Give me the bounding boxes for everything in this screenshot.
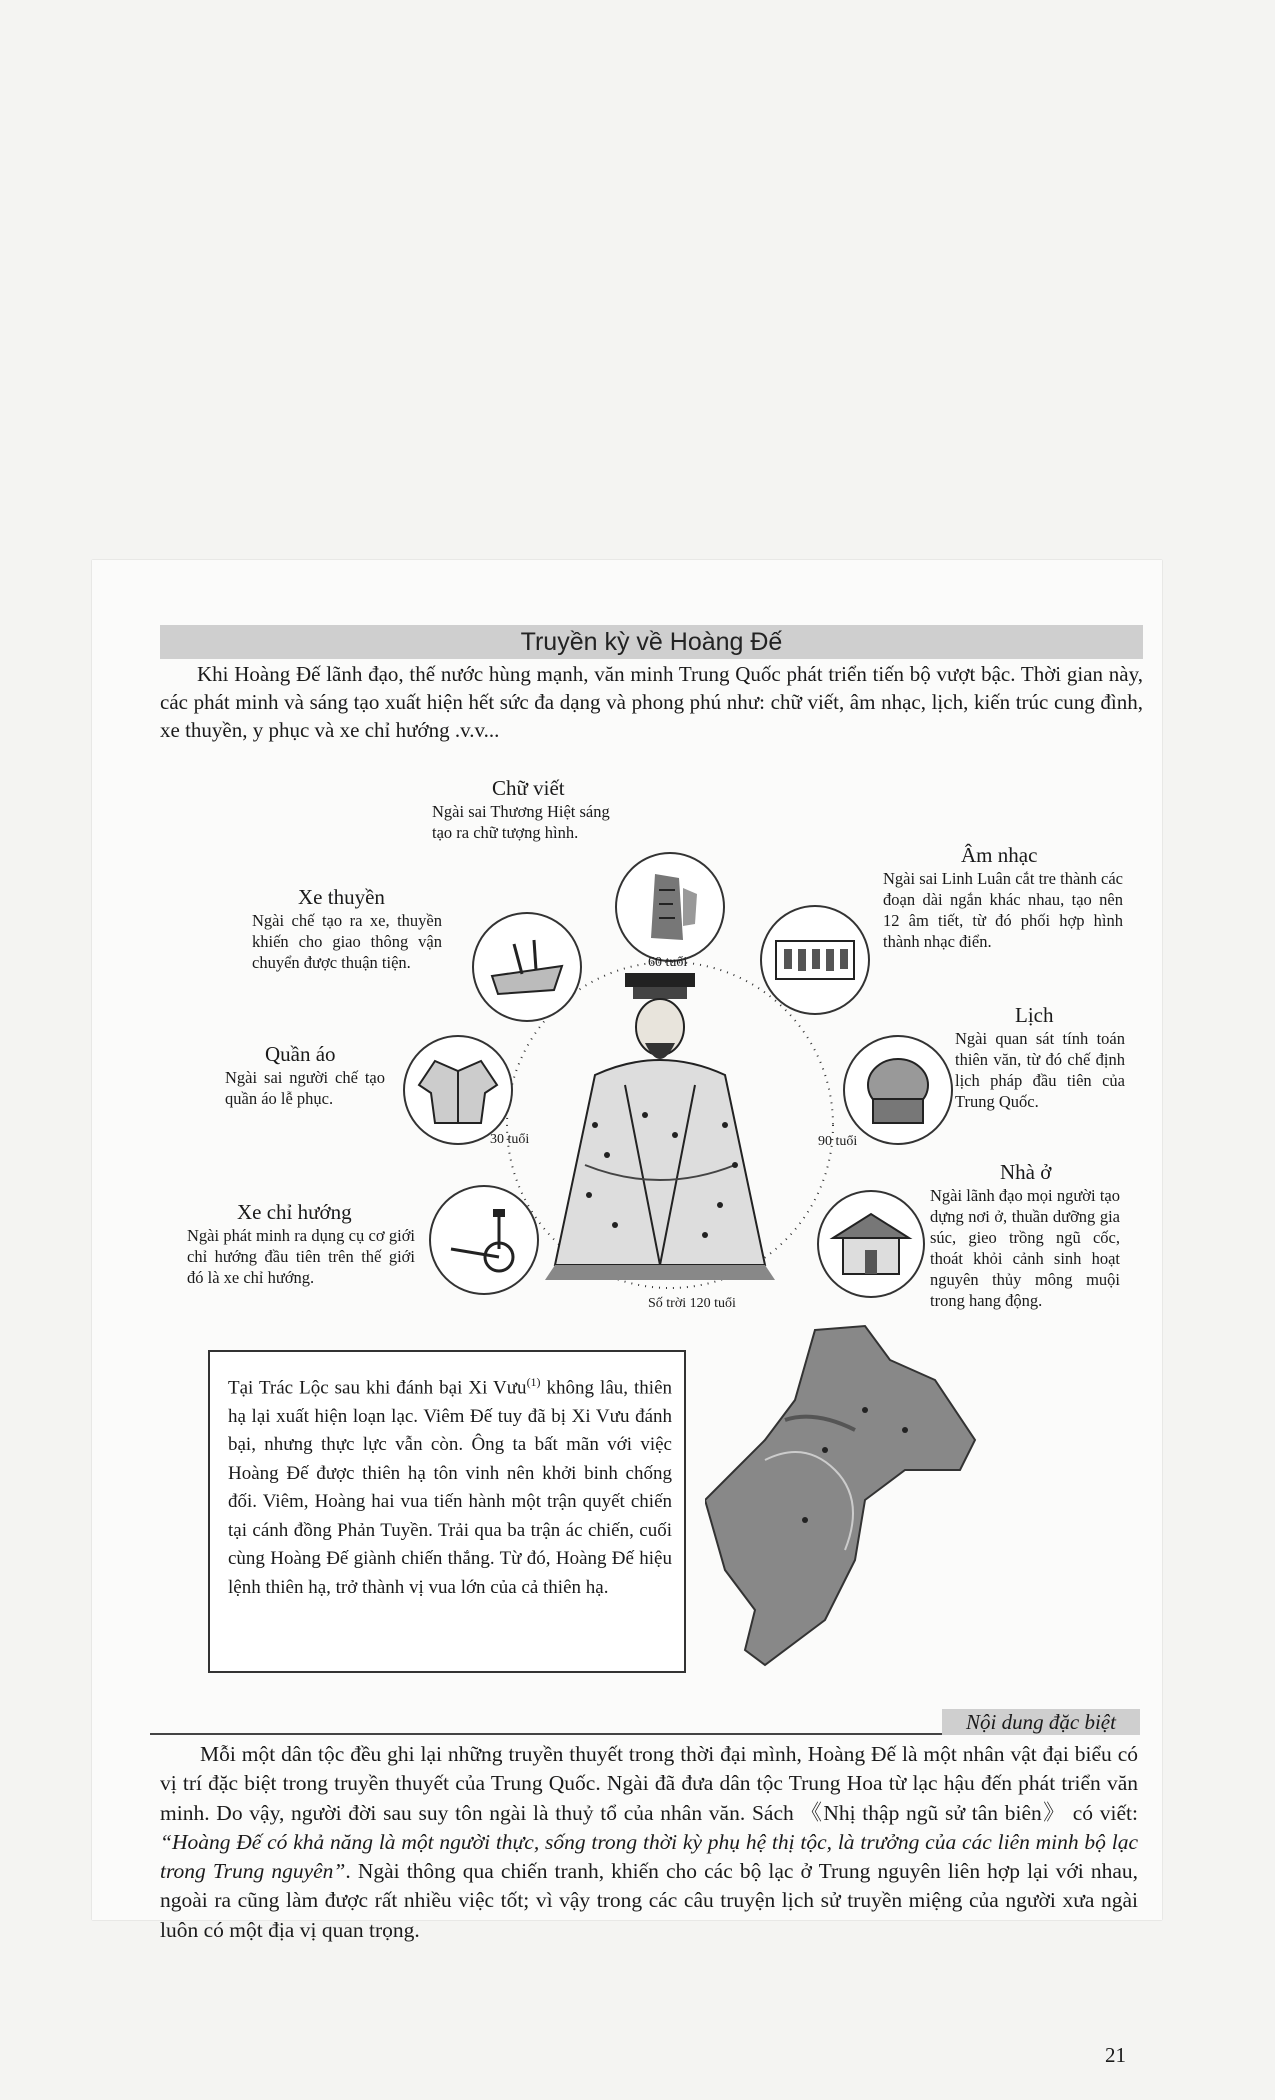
invention-calendar <box>955 1003 1125 1112</box>
invention-compass-cart <box>187 1200 415 1288</box>
closing-text-2: có viết: <box>1066 1800 1138 1825</box>
invention-music-heading: Âm nhạc <box>961 843 1038 867</box>
invention-writing-desc: Ngài sai Thương Hiệt sáng tạo ra chữ tượng hình. <box>432 802 610 842</box>
story-text-start: Tại Trác Lộc sau khi đánh bại Xi Vưu <box>228 1377 527 1399</box>
clothing-icon <box>403 1035 513 1145</box>
page-title: Truyền kỳ về Hoàng Đế <box>520 628 783 656</box>
boat-icon <box>472 912 582 1022</box>
invention-housing-heading: Nhà ở <box>1000 1160 1052 1184</box>
age-120-label: Số trời 120 tuổi <box>648 1296 736 1311</box>
closing-text-3: . Ngài thông qua chiến tranh, khiến cho các bộ lạc ở Trung nguyên liên hợp lại với nhau, ngoài ra cũng làm được rất nhiều việc tốt; vì vậy trong các câu truyện lịch sử truyền miệng của người xưa ngài luôn có một địa vị quan trọng. <box>160 1859 1138 1942</box>
age-90-label: 90 tuổi <box>818 1134 858 1149</box>
invention-housing <box>930 1160 1120 1311</box>
book-quote: “Hoàng Đế có khả năng là một người thực, sống trong thời kỳ phụ hệ thị tộc, là trưởng của các liên minh bộ lạc trong Trung nguyên” <box>160 1829 1138 1884</box>
compass-cart-icon <box>429 1185 539 1295</box>
invention-housing-desc: Ngài lãnh đạo mọi người tạo dựng nơi ở, thuần dưỡng gia súc, gieo trồng ngũ cốc, thoát khỏi cảnh sinh hoạt nguyên thủy mông muội trong hang động. <box>930 1186 1120 1310</box>
calendar-icon <box>843 1035 953 1145</box>
invention-calendar-heading: Lịch <box>1015 1003 1054 1027</box>
invention-music <box>883 843 1123 952</box>
invention-writing <box>432 776 632 843</box>
invention-vehicles <box>252 885 442 973</box>
closing-paragraph <box>160 1740 1138 1945</box>
story-text-rest: không lâu, thiên hạ lại xuất hiện loạn lạc. Viêm Đế tuy đã bị Xi Vưu đánh bại, nhưng thực lực vẫn còn. Ông ta bất mãn với việc Hoàng Đế được thiên hạ tôn vinh nên khởi binh chống đối. Viêm, Hoàng hai vua tiến hành một trận quyết chiến tại cánh đồng Phản Tuyền. Trải qua ba trận ác chiến, cuối cùng Hoàng Đế giành chiến thắng. Từ đó, Hoàng Đế hiệu lệnh thiên hạ, trở thành vị vua lớn của cả thiên hạ. <box>228 1377 673 1598</box>
writing-icon <box>615 852 725 962</box>
footnote-marker: (1) <box>526 1375 541 1389</box>
invention-clothing-desc: Ngài sai người chế tạo quần áo lễ phục. <box>225 1068 385 1108</box>
invention-compass-cart-heading: Xe chỉ hướng <box>237 1200 352 1224</box>
invention-vehicles-desc: Ngài chế tạo ra xe, thuyền khiến cho giao thông vận chuyển được thuận tiện. <box>252 911 442 972</box>
music-icon <box>760 905 870 1015</box>
intro-paragraph: Khi Hoàng Đế lãnh đạo, thế nước hùng mạnh, văn minh Trung Quốc phát triển tiến bộ vượt bậc. Thời gian này, các phát minh và sáng tạo xuất hiện hết sức đa dạng và phong phú như: chữ viết, âm nhạc, lịch, kiến trúc cung đình, xe thuyền, y phục và xe chỉ hướng .v.v... <box>160 662 1143 742</box>
invention-calendar-desc: Ngài quan sát tính toán thiên văn, từ đó chế định lịch pháp đầu tiên của Trung Quốc. <box>955 1029 1125 1111</box>
age-30-label: 30 tuổi <box>490 1132 530 1147</box>
invention-clothing-heading: Quần áo <box>265 1042 336 1066</box>
book-title: 《Nhị thập ngũ sử tân biên》 <box>800 1800 1067 1825</box>
map-illustration <box>705 1320 1005 1680</box>
invention-writing-heading: Chữ viết <box>492 776 565 800</box>
age-60-label: 60 tuổi <box>648 955 688 970</box>
invention-vehicles-heading: Xe thuyền <box>298 885 385 909</box>
page-number: 21 <box>1105 2043 1126 2067</box>
house-icon <box>817 1190 925 1298</box>
invention-clothing <box>225 1042 405 1109</box>
closing-text-1: Mỗi một dân tộc đều ghi lại những truyền thuyết trong thời đại mình, Hoàng Đế là một nhân vật đại biểu có vị trí đặc biệt trong truyền thuyết của Trung Quốc. Ngài đã đưa dân tộc Trung Hoa từ lạc hậu đến phát triển văn minh. Do vậy, người đời sau suy tôn ngài là thuỷ tổ của nhân văn. Sách <box>160 1742 1138 1825</box>
story-box <box>208 1350 686 1673</box>
invention-compass-cart-desc: Ngài phát minh ra dụng cụ cơ giới chỉ hướng đầu tiên trên thế giới đó là xe chỉ hướng. <box>187 1226 415 1287</box>
invention-music-desc: Ngài sai Linh Luân cắt tre thành các đoạn dài ngắn khác nhau, tạo nên 12 âm tiết, từ đó phối hợp hình thành nhạc điển. <box>883 869 1123 951</box>
special-content-tag: Nội dung đặc biệt <box>942 1709 1140 1735</box>
